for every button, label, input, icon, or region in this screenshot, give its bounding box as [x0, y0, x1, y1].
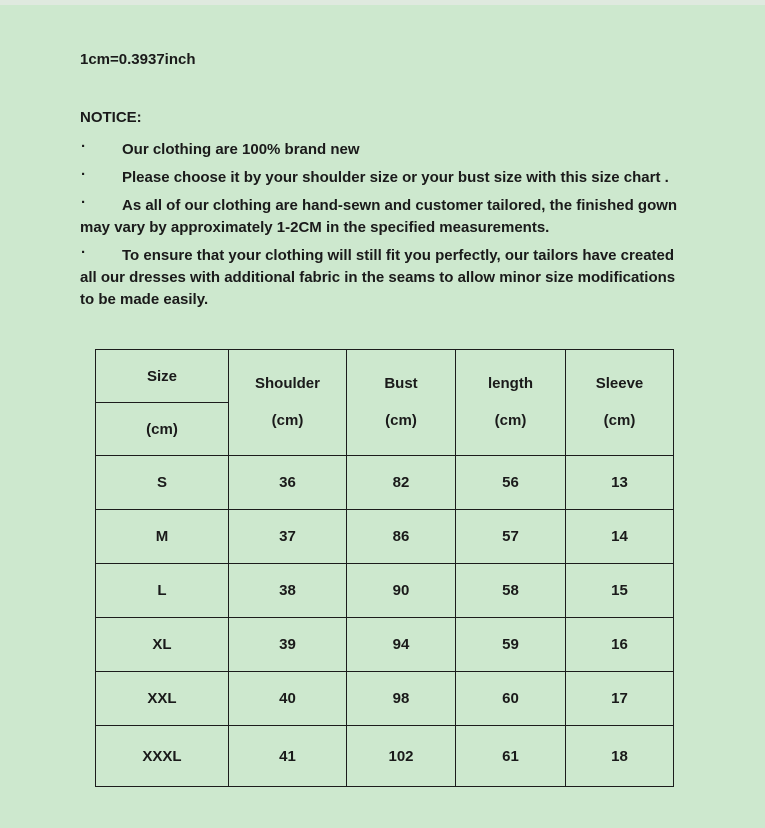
bullet-dot: ·: [81, 194, 86, 211]
bullet-dot: ·: [81, 138, 86, 155]
sleeve-cell: 18: [566, 726, 674, 787]
size-cell: XXL: [96, 672, 229, 726]
header-bust-label: Bust: [384, 375, 418, 392]
table-row: [96, 672, 674, 726]
notice-heading: NOTICE:: [80, 109, 142, 126]
length-cell: 57: [456, 510, 566, 564]
length-cell: 59: [456, 618, 566, 672]
table-row: [96, 564, 674, 618]
table-row: [96, 726, 674, 787]
header-size-unit: (cm): [96, 403, 229, 456]
table-header-row: [96, 350, 674, 403]
sleeve-cell: 16: [566, 618, 674, 672]
notice-text: To ensure that your clothing will still fit you perfectly, our tailors have created all our dresses with additional fabric in the seams to allow minor size modifications to be made easily.: [80, 247, 676, 308]
header-sleeve-unit: (cm): [603, 412, 636, 429]
length-cell: 58: [456, 564, 566, 618]
shoulder-cell: 39: [229, 618, 347, 672]
bullet-dot: ·: [81, 166, 86, 183]
shoulder-cell: 41: [229, 726, 347, 787]
notice-list: [80, 139, 686, 311]
length-cell: 60: [456, 672, 566, 726]
header-sleeve: [566, 350, 674, 456]
header-bust: [347, 350, 456, 456]
header-size: Size: [96, 350, 229, 403]
bust-cell: 86: [347, 510, 456, 564]
bust-cell: 102: [347, 726, 456, 787]
sleeve-cell: 15: [566, 564, 674, 618]
header-shoulder-label: Shoulder: [254, 375, 320, 392]
shoulder-cell: 37: [229, 510, 347, 564]
notice-text: Please choose it by your shoulder size or your bust size with this size chart .: [122, 169, 669, 186]
length-cell: 56: [456, 456, 566, 510]
header-length: [456, 350, 566, 456]
size-cell: XL: [96, 618, 229, 672]
header-shoulder-unit: (cm): [271, 412, 304, 429]
size-cell: S: [96, 456, 229, 510]
header-sleeve-label: Sleeve: [595, 375, 644, 392]
sleeve-cell: 13: [566, 456, 674, 510]
conversion-note: 1cm=0.3937inch: [80, 51, 196, 68]
top-strip: [0, 0, 765, 5]
size-chart-page: [0, 51, 765, 787]
shoulder-cell: 36: [229, 456, 347, 510]
notice-text: As all of our clothing are hand-sewn and customer tailored, the finished gown may vary by approximately 1-2CM in the specified measurements.: [80, 197, 678, 236]
bust-cell: 94: [347, 618, 456, 672]
notice-item: [80, 195, 686, 239]
shoulder-cell: 40: [229, 672, 347, 726]
notice-text: Our clothing are 100% brand new: [122, 141, 360, 158]
table-row: [96, 456, 674, 510]
size-chart-table: [95, 349, 674, 787]
header-shoulder: [229, 350, 347, 456]
size-cell: M: [96, 510, 229, 564]
notice-item: [80, 245, 686, 311]
bust-cell: 98: [347, 672, 456, 726]
size-cell: XXXL: [96, 726, 229, 787]
bust-cell: 90: [347, 564, 456, 618]
bullet-dot: ·: [81, 244, 86, 261]
sleeve-cell: 14: [566, 510, 674, 564]
notice-item: [80, 139, 686, 161]
table-row: [96, 618, 674, 672]
sleeve-cell: 17: [566, 672, 674, 726]
header-bust-unit: (cm): [385, 412, 417, 429]
table-row: [96, 510, 674, 564]
header-length-label: length: [488, 375, 533, 392]
notice-item: [80, 167, 686, 189]
length-cell: 61: [456, 726, 566, 787]
bust-cell: 82: [347, 456, 456, 510]
shoulder-cell: 38: [229, 564, 347, 618]
header-length-unit: (cm): [494, 412, 527, 429]
size-cell: L: [96, 564, 229, 618]
